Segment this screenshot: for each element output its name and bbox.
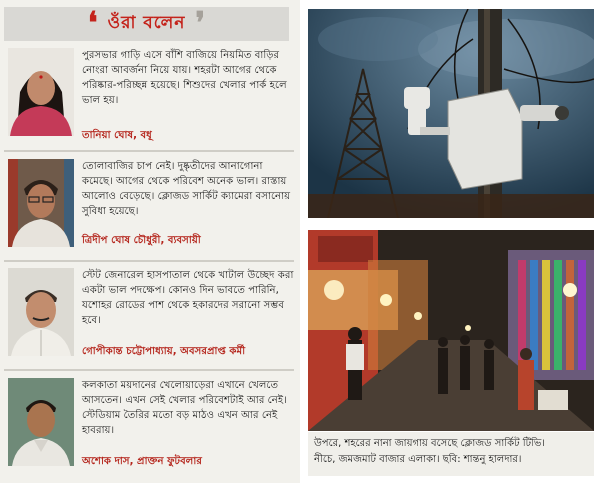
- market-photo: [308, 230, 594, 431]
- person-photo: [8, 378, 74, 466]
- photo-caption: [308, 432, 594, 476]
- caption-line-1: উপরে, শহরের নানা জায়গায় বসেছে ক্লোজড সার্কিট টিভি।: [314, 438, 545, 449]
- person-photo: [8, 159, 74, 247]
- close-quote-icon: ❜: [195, 6, 206, 41]
- caption-line-2: নীচে, জমজমাট বাজার এলাকা। ছবি: শান্তনু হালদার।: [314, 454, 522, 465]
- person-photo: [8, 48, 74, 136]
- person-card: [4, 159, 294, 259]
- cctv-photo: [308, 9, 594, 218]
- divider: [4, 260, 294, 262]
- open-quote-icon: ❛: [87, 6, 98, 41]
- person-photo: [8, 268, 74, 356]
- person-card: [4, 378, 294, 478]
- person-name: তানিয়া ঘোষ, বধূ: [82, 130, 152, 141]
- person-quote: কলকাতা ময়দানের খেলোয়াড়েরা এখানে খেলতে আসতেন। এখন সেই খেলার পরিবেশটাই আর নেই। স্টেডিয়াম তৈরির মতো বড় মাঠও এখন আর নেই হাবরায়।: [82, 380, 287, 436]
- person-quote: স্টেট জেনারেল হাসপাতাল থেকে খাটাল উচ্ছেদ করা একটা ভাল পদক্ষেপ। কোনও দিন ভাবতে পারিনি, যশোহর রোডের পাশ থেকে হকারদের সরানো সম্ভব হবে।: [82, 270, 294, 326]
- person-card: [4, 48, 294, 148]
- person-name: গোপীকান্ত চট্টোপাধ্যায়, অবসরপ্রাপ্ত কর্মী: [82, 346, 246, 357]
- person-quote: পুরসভার গাড়ি এসে বাঁশি বাজিয়ে নিয়মিত বাড়ির নোংরা আবর্জনা নিয়ে যায়। শহরটা আগের থেকে পরিষ্কার-পরিচ্ছন্ন হয়েছে। শিশুদের খেলার পার্ক হলে ভাল হয়।: [82, 50, 287, 106]
- section-title: ওঁরা বলেন: [107, 13, 186, 33]
- person-quote: তোলাবাজির চাপ নেই। দুষ্কৃতীদের আনাগোনা কমেছে। আগের থেকে পরিবেশ অনেক ভাল। রাস্তায় আলোও বেড়েছে। ক্লোজড সার্কিট ক্যামেরা বসানোয় সুবিধা হয়েছে।: [82, 161, 291, 217]
- divider: [4, 150, 294, 152]
- divider: [4, 369, 294, 371]
- section-banner: [4, 7, 289, 41]
- person-name: ত্রিদীপ ঘোষ চৌধুরী, ব্যবসায়ী: [82, 235, 201, 246]
- photo-column: [304, 0, 600, 483]
- person-card: [4, 268, 294, 368]
- person-name: অশোক দাস, প্রাক্তন ফুটবলার: [82, 456, 202, 467]
